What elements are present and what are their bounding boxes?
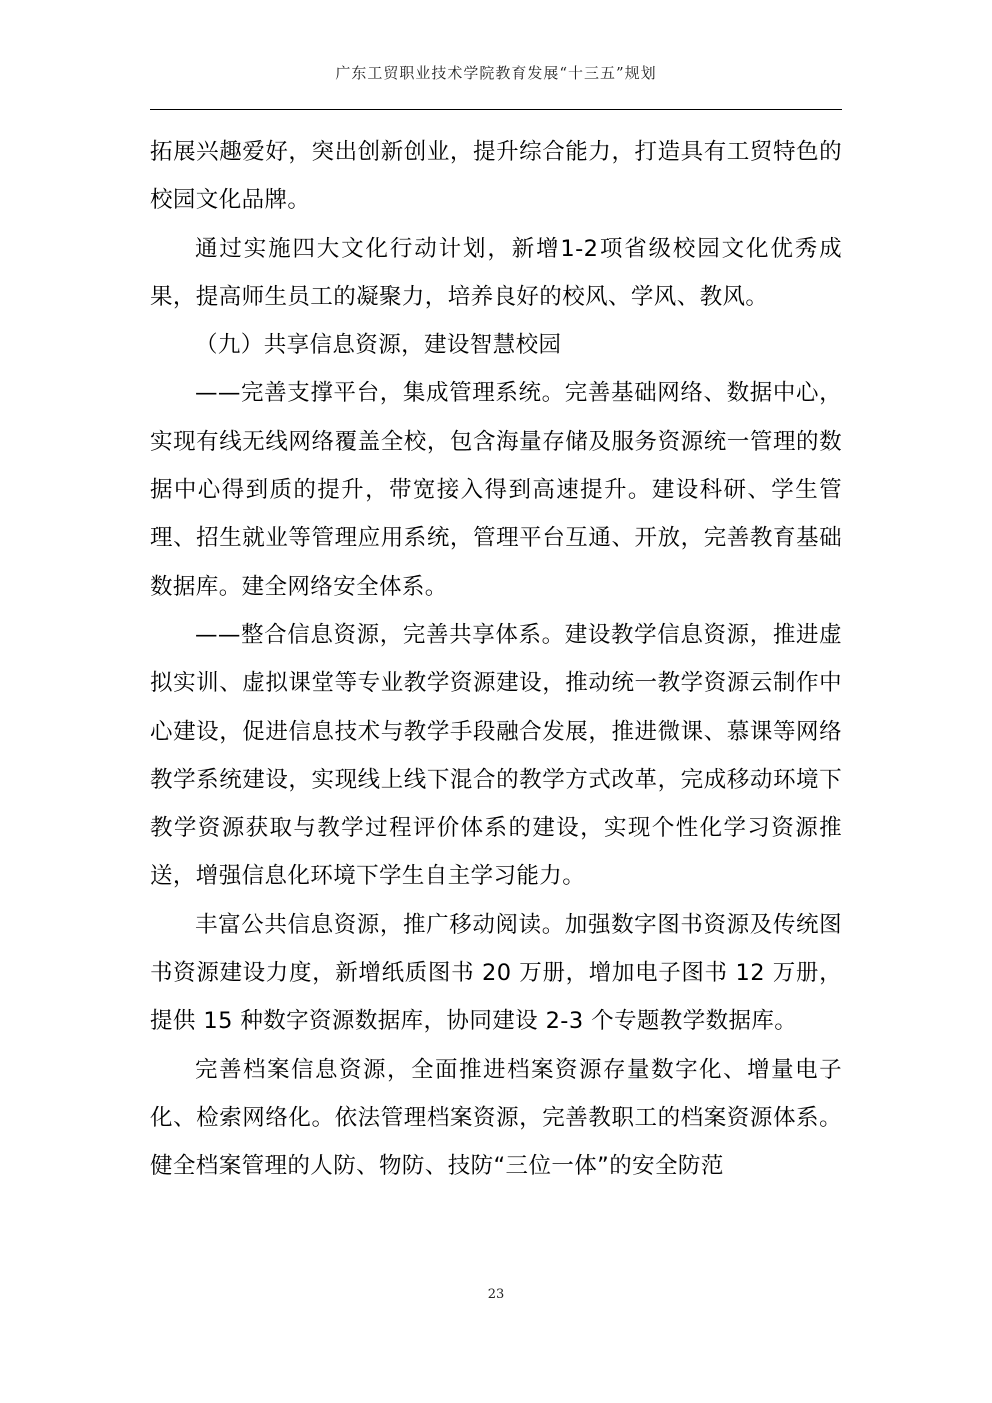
paragraph-public-resources: 丰富公共信息资源，推广移动阅读。加强数字图书资源及传统图书资源建设力度，新增纸质图书 20 万册，增加电子图书 12 万册，提供 15 种数字资源数据库，协同建设 2-3 个专题教学数据库。: [150, 911, 842, 1035]
paragraph-support-platform: ——完善支撑平台，集成管理系统。完善基础网络、数据中心，实现有线无线网络覆盖全校，包含海量存储及服务资源统一管理的数据中心得到质的提升，带宽接入得到高速提升。建设科研、学生管理、招生就业等管理应用系统，管理平台互通、开放，完善教育基础数据库。建全网络安全体系。: [150, 380, 842, 600]
paragraph-continued: 拓展兴趣爱好，突出创新创业，提升综合能力，打造具有工贸特色的校园文化品牌。: [150, 139, 842, 214]
paragraph-info-resources: ——整合信息资源，完善共享体系。建设教学信息资源，推进虚拟实训、虚拟课堂等专业教学资源建设，推动统一教学资源云制作中心建设，促进信息技术与教学手段融合发展，推进微课、慕课等网络教学系统建设，实现线上线下混合的教学方式改革，完成移动环境下教学资源获取与教学过程评价体系的建设，实现个性化学习资源推送，增强信息化环境下学生自主学习能力。: [150, 621, 842, 890]
running-header: 广东工贸职业技术学院教育发展“十三五”规划: [335, 64, 657, 82]
paragraph-culture-plan: 通过实施四大文化行动计划，新增1-2项省级校园文化优秀成果，提高师生员工的凝聚力，培养良好的校风、学风、教风。: [150, 235, 842, 310]
body-text: [150, 128, 842, 1191]
page-number: 23: [487, 1287, 505, 1302]
section-heading-nine: （九）共享信息资源，建设智慧校园: [195, 332, 562, 359]
paragraph-archive-resources: 完善档案信息资源，全面推进档案资源存量数字化、增量电子化、检索网络化。依法管理档案资源，完善教职工的档案资源体系。健全档案管理的人防、物防、技防“三位一体”的安全防范: [150, 1056, 842, 1180]
header-divider: [150, 109, 842, 110]
